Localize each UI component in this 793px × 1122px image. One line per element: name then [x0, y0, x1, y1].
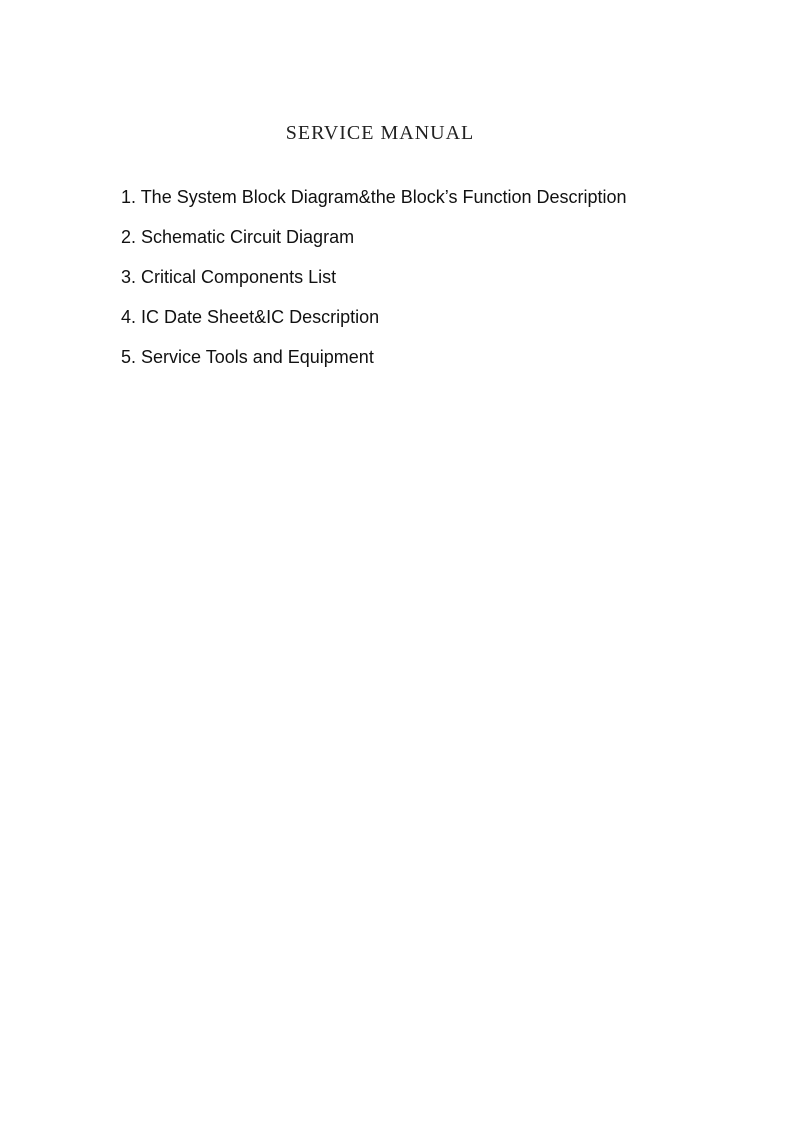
page-title: SERVICE MANUAL	[285, 122, 475, 144]
toc-item-block-diagram: 1. The System Block Diagram&the Block’s Function Description	[121, 187, 627, 207]
toc-item-schematic: 2. Schematic Circuit Diagram	[121, 227, 355, 247]
toc-item-service-tools: 5. Service Tools and Equipment	[121, 347, 374, 367]
toc-item-ic-data-sheet: 4. IC Date Sheet&IC Description	[121, 307, 380, 327]
table-of-contents	[121, 186, 627, 386]
toc-item-components-list: 3. Critical Components List	[121, 267, 337, 287]
